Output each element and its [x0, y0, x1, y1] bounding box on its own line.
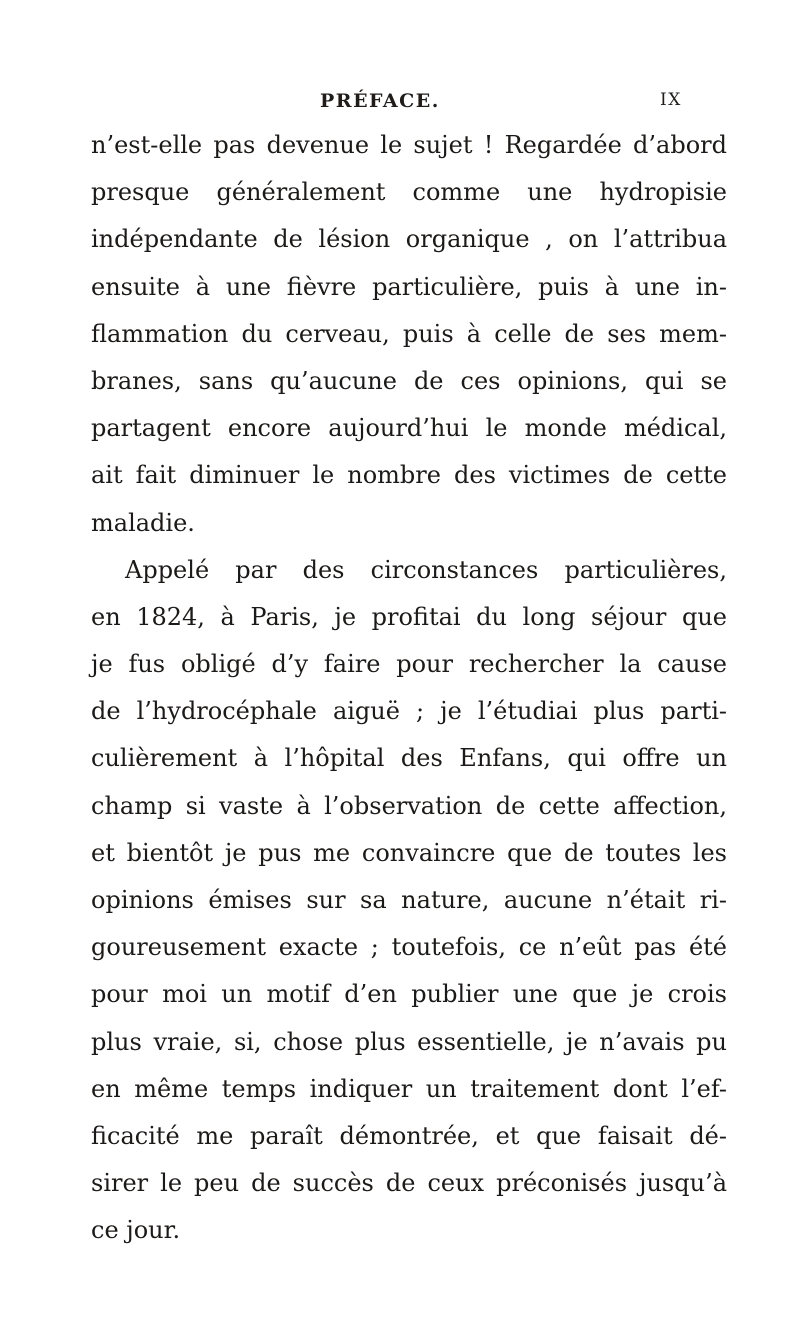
- text-line: branes, sans qu’aucune de ces opinions, qui se: [91, 366, 727, 395]
- text-line: culièrement à l’hôpital des Enfans, qui offre un: [91, 744, 727, 773]
- text-line: je fus obligé d’y faire pour rechercher la cause: [91, 650, 727, 679]
- text-line: ensuite à une fièvre particulière, puis à une in-: [91, 272, 727, 301]
- page-number: IX: [660, 90, 682, 110]
- text-line: partagent encore aujourd’hui le monde médical,: [91, 414, 727, 443]
- text-line: n’est-elle pas devenue le sujet ! Regardée d’abord: [91, 131, 727, 159]
- paragraph-2: [91, 547, 727, 1255]
- text-line: sirer le peu de succès de ceux préconisés jusqu’à: [91, 1169, 727, 1198]
- text-line: opinions émises sur sa nature, aucune n’était ri-: [91, 886, 727, 914]
- text-line: champ si vaste à l’observation de cette affection,: [91, 791, 727, 820]
- text-line: en 1824, à Paris, je profitai du long séjour que: [91, 602, 727, 631]
- text-line: maladie.: [91, 508, 195, 537]
- text-line: goureusement exacte ; toutefois, ce n’eût pas été: [91, 933, 727, 962]
- text-line: en même temps indiquer un traitement dont l’ef-: [91, 1074, 727, 1103]
- running-title: PRÉFACE.: [320, 90, 440, 112]
- text-line: plus vraie, si, chose plus essentielle, je n’avais pu: [91, 1027, 727, 1056]
- text-line: flammation du cerveau, puis à celle de ses mem-: [91, 319, 727, 348]
- paragraph-1: [91, 122, 727, 547]
- text-line: ait fait diminuer le nombre des victimes de cette: [91, 461, 727, 490]
- text-line: Appelé par des circonstances particulières,: [125, 555, 727, 584]
- text-line: ce jour.: [91, 1216, 181, 1245]
- text-line: indépendante de lésion organique , on l’attribua: [91, 225, 727, 254]
- text-line: ficacité me paraît démontrée, et que faisait dé-: [91, 1121, 727, 1150]
- text-line: de l’hydrocéphale aiguë ; je l’étudiai plus parti-: [91, 697, 727, 726]
- text-line: et bientôt je pus me convaincre que de toutes les: [91, 838, 727, 867]
- running-head: [90, 90, 790, 120]
- text-line: pour moi un motif d’en publier une que je crois: [91, 980, 727, 1009]
- body-text: [91, 122, 727, 1255]
- text-line: presque généralement comme une hydropisie: [91, 178, 727, 207]
